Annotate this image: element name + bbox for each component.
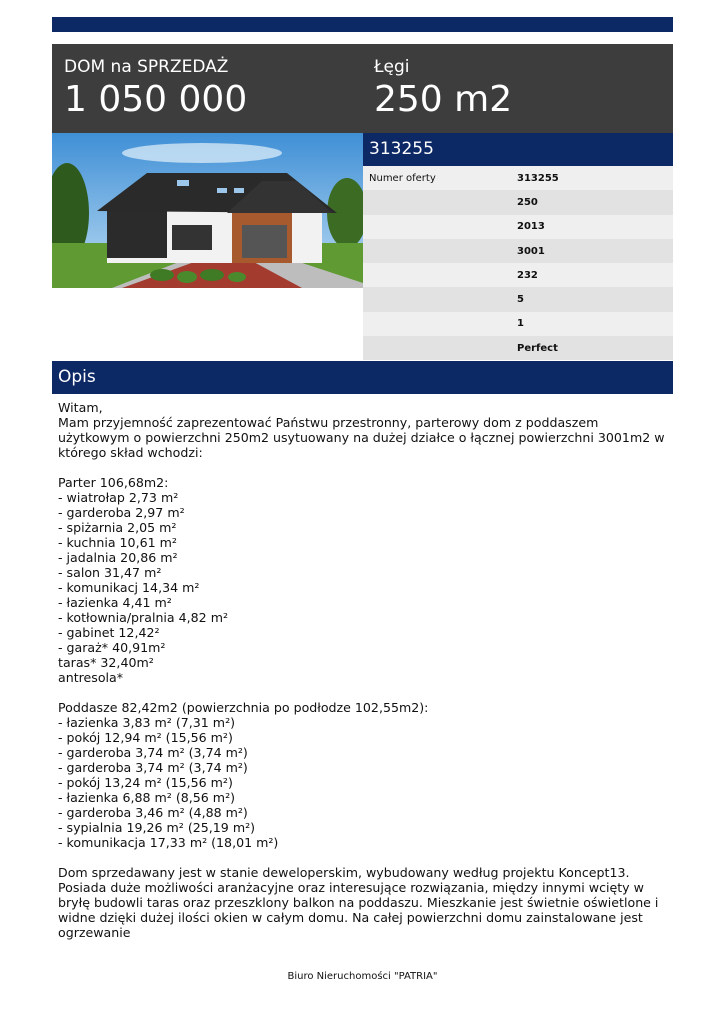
detail-value: 1 [517, 318, 524, 330]
detail-row [363, 166, 673, 190]
detail-row [363, 215, 673, 239]
detail-value: 313255 [517, 172, 559, 184]
offer-number-title: 313255 [363, 133, 673, 166]
detail-value: Perfect [517, 342, 558, 354]
detail-value: 5 [517, 294, 524, 306]
header-left [64, 56, 247, 122]
detail-row [363, 239, 673, 263]
description-section-title: Opis [52, 361, 673, 394]
detail-row [363, 336, 673, 360]
footer-agency: Biuro Nieruchomości "PATRIA" [287, 971, 438, 982]
offer-details-table [363, 166, 673, 360]
detail-value: 2013 [517, 221, 545, 233]
listing-price: 1 050 000 [64, 79, 248, 120]
description-text: Witam, Mam przyjemność zaprezentować Państwu przestronny, parterowy dom z poddaszem użytkowym o powierzchni 250m2 usytuowany na dużej działce o łącznej powierzchni 3001m2 w którego skład wchodzi: Parter 106,68m2: - wiatrołap 2,73 m² - garderoba 2,97 m² - spiżarnia 2,05 m² - kuchnia 10,61 m² - jadalnia 20,86 m² - salon 31,47 m² - komunikacj 14,34 m² - łazienka 4,41 m² - kotłownia/pralnia 4,82 m² - gabinet 12,42² - garaż* 40,91m² taras* 32,40m² antresola* Poddasze 82,42m2 (powierzchnia po podłodze 102,55m2): - łazienka 3,83 m² (7,31 m²) - pokój 12,94 m² (15,56 m²) - garderoba 3,74 m² (3,74 m²) - garderoba 3,74 m² (3,74 m²) - pokój 13,24 m² (15,56 m²) - łazienka 6,88 m² (8,56 m²) - garderoba 3,46 m² (4,88 m²) - sypialnia 19,26 m² (25,19 m²) - komunikacja 17,33 m² (18,01 m²) Dom sprzedawany jest w stanie deweloperskim, wybudowany według projektu Koncept13. Posiada duże możliwości aranżacyjne oraz interesujące rozwiązania, między innymi wcięty w bryłę budowli taras oraz przeszklony balkon na poddaszu. Mieszkanie jest świetnie oświetlone i widne dzięki dużej ilości okien w całym domu. Na całej powierzchni domu zainstalowane jest ogrzewanie [58, 400, 665, 940]
detail-value: 3001 [517, 245, 545, 257]
detail-value: 232 [517, 269, 538, 281]
top-accent-bar [52, 17, 673, 32]
detail-row [363, 263, 673, 287]
house-photo [52, 133, 363, 288]
detail-row [363, 312, 673, 336]
header-right [374, 56, 512, 122]
listing-header [52, 44, 673, 133]
listing-type: DOM na SPRZEDAŻ [64, 57, 229, 77]
listing-area: 250 m2 [374, 79, 513, 120]
detail-row [363, 287, 673, 311]
detail-value: 250 [517, 196, 538, 208]
detail-label: Numer oferty [369, 172, 436, 184]
listing-location: Łęgi [374, 57, 410, 77]
detail-row [363, 190, 673, 214]
